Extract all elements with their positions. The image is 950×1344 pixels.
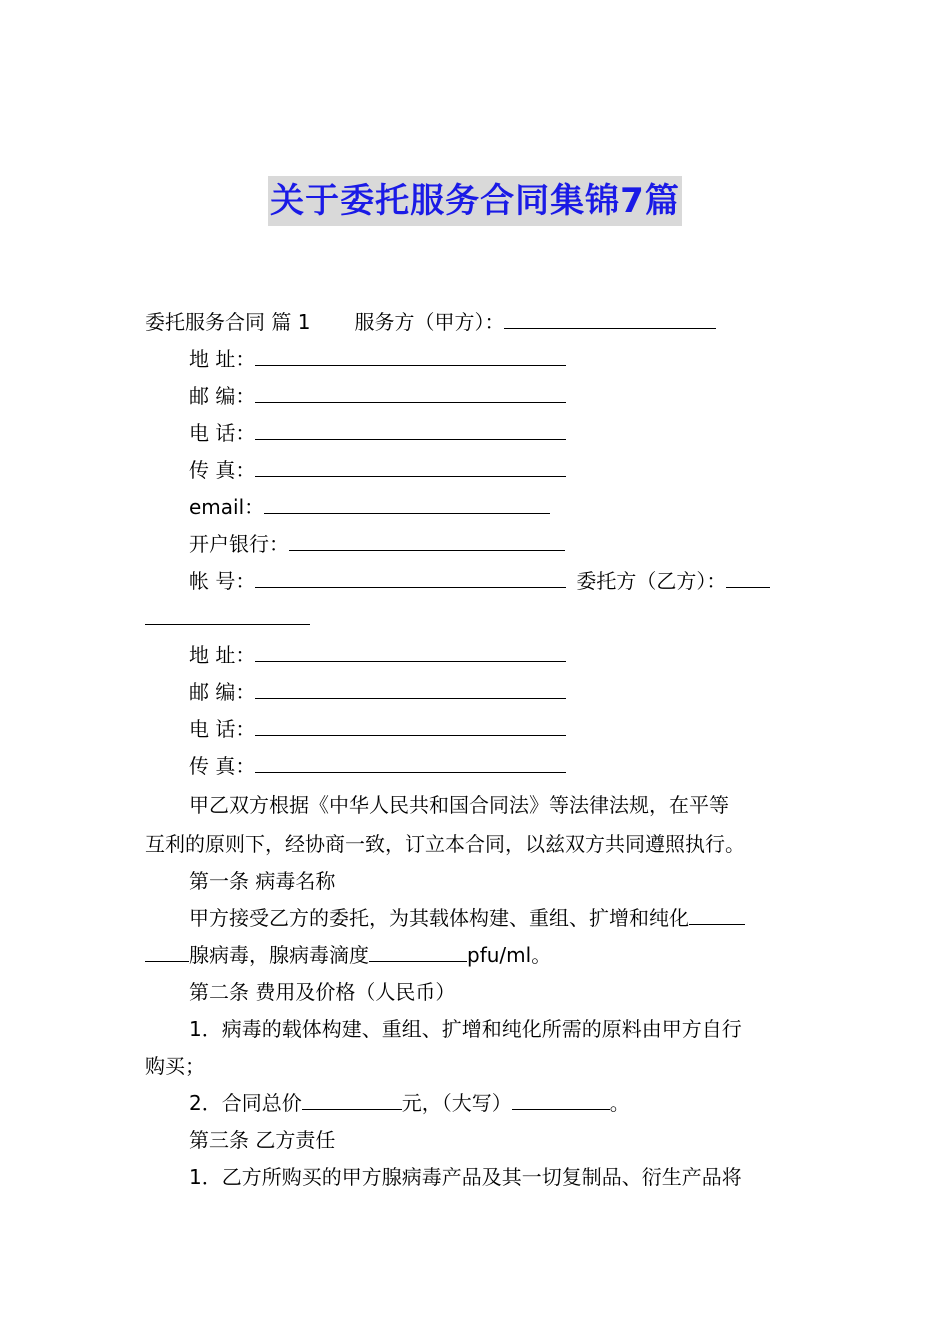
title-wrap xyxy=(0,176,950,226)
contract-section-label: 委托服务合同 篇 1 xyxy=(145,310,311,334)
address-blank xyxy=(255,641,566,662)
article-3-item-1: 1．乙方所购买的甲方腺病毒产品及其一切复制品、衍生产品将 xyxy=(189,1165,742,1189)
party-a-address-line xyxy=(189,344,566,374)
party-a-name-blank xyxy=(504,308,716,329)
party-a-postcode-line xyxy=(189,381,566,411)
address-label: 地 址： xyxy=(189,347,256,371)
party-b-name-continuation xyxy=(145,603,310,633)
address-label: 地 址： xyxy=(189,643,256,667)
fax-blank xyxy=(255,456,566,477)
phone-blank xyxy=(255,419,566,440)
phone-label: 电 话： xyxy=(189,421,256,445)
party-a-fax-line xyxy=(189,455,566,485)
email-blank xyxy=(264,493,550,514)
phone-blank xyxy=(255,715,566,736)
postcode-blank xyxy=(255,678,566,699)
party-a-bank-line xyxy=(189,529,565,559)
address-blank xyxy=(255,345,566,366)
party-b-fax-line xyxy=(189,751,566,781)
party-b-name-blank-start xyxy=(726,567,770,588)
intro-line-2: 互利的原则下，经协商一致，订立本合同，以兹双方共同遵照执行。 xyxy=(145,832,745,856)
intro-line-1: 甲乙双方根据《中华人民共和国合同法》等法律法规，在平等 xyxy=(189,793,729,817)
article-1-text: 甲方接受乙方的委托，为其载体构建、重组、扩增和纯化 xyxy=(189,906,689,930)
period: 。 xyxy=(609,1091,630,1115)
total-price-label: 2．合同总价 xyxy=(189,1091,302,1115)
article-1-heading: 第一条 病毒名称 xyxy=(189,869,336,893)
titer-blank xyxy=(369,941,467,962)
account-label: 帐 号： xyxy=(189,569,256,593)
virus-name-blank-end xyxy=(145,941,189,962)
postcode-label: 邮 编： xyxy=(189,680,256,704)
party-b-postcode-line xyxy=(189,677,566,707)
virus-name-blank-start xyxy=(689,904,745,925)
phone-label: 电 话： xyxy=(189,717,256,741)
fax-label: 传 真： xyxy=(189,458,256,482)
party-a-phone-line xyxy=(189,418,566,448)
article-2-item-1-line-2: 购买； xyxy=(145,1054,205,1078)
article-1-line-2 xyxy=(145,940,551,970)
bank-label: 开户银行： xyxy=(189,532,289,556)
total-price-blank xyxy=(302,1089,402,1110)
party-a-email-line xyxy=(189,492,550,522)
fax-blank xyxy=(255,752,566,773)
account-blank xyxy=(255,567,566,588)
article-2-item-1-line-1: 1．病毒的载体构建、重组、扩增和纯化所需的原料由甲方自行 xyxy=(189,1017,742,1041)
party-b-name-blank-end xyxy=(145,604,310,625)
article-1-text-2: 腺病毒，腺病毒滴度 xyxy=(189,943,369,967)
article-2-item-2 xyxy=(189,1088,630,1118)
party-b-phone-line xyxy=(189,714,566,744)
party-b-label: 委托方（乙方）： xyxy=(576,569,727,593)
article-2-heading: 第二条 费用及价格（人民币） xyxy=(189,980,456,1004)
email-label: email： xyxy=(189,495,265,519)
party-a-account-line xyxy=(189,566,770,596)
party-b-address-line xyxy=(189,640,566,670)
bank-blank xyxy=(289,530,565,551)
fax-label: 传 真： xyxy=(189,754,256,778)
article-1-line-1 xyxy=(189,903,745,933)
document-title: 关于委托服务合同集锦7篇 xyxy=(268,176,682,226)
contract-heading-line xyxy=(145,307,716,337)
postcode-blank xyxy=(255,382,566,403)
postcode-label: 邮 编： xyxy=(189,384,256,408)
capital-label: 元，（大写） xyxy=(401,1091,512,1115)
titer-unit: pfu/ml。 xyxy=(467,943,552,967)
party-a-label: 服务方（甲方）： xyxy=(354,310,505,334)
capital-amount-blank xyxy=(512,1089,610,1110)
article-3-heading: 第三条 乙方责任 xyxy=(189,1128,336,1152)
